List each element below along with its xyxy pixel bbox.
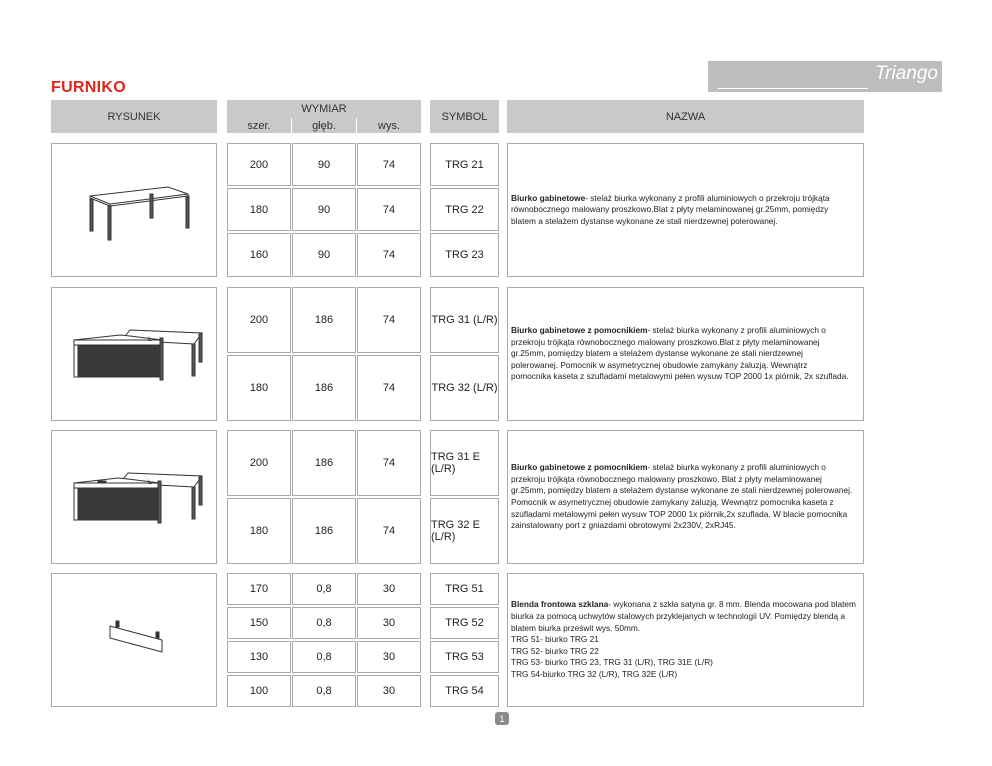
cell-symbol: TRG 52 (430, 607, 499, 639)
cell-width: 130 (227, 641, 291, 673)
cell-depth: 0,8 (292, 641, 356, 673)
description-line: - stelaż biurka wykonany z profili aluminiowych o przekroju trójkąta (585, 192, 830, 203)
drawing-glass-panel (51, 573, 217, 707)
series-banner (708, 61, 942, 92)
desk-with-cabinet-drawing-icon (52, 288, 216, 420)
desk-drawing-icon (52, 144, 216, 276)
cell-depth: 90 (292, 143, 356, 186)
cell-depth: 0,8 (292, 607, 356, 639)
cell-depth: 186 (292, 430, 356, 496)
description-line: równobocznego malowany proszkowo.Blat z płyty melaminowanej gr.25mm, pomiędzy (511, 204, 829, 215)
cell-height: 74 (357, 188, 421, 231)
cell-height: 74 (357, 430, 421, 496)
cell-height: 74 (357, 233, 421, 277)
cell-symbol: TRG 31 E (L/R) (430, 430, 499, 496)
description-title: Blenda frontowa szklana (511, 599, 609, 610)
description-line: TRG 53- biurko TRG 23, TRG 31 (L/R), TRG 31E (L/R) (511, 657, 713, 668)
cell-depth: 90 (292, 233, 356, 277)
cell-height: 30 (357, 641, 421, 673)
description-title: Biurko gabinetowe z pomocnikiem (511, 462, 648, 473)
cell-height: 74 (357, 287, 421, 353)
header-height-label: wys. (378, 119, 400, 132)
header-dimensions-label: WYMIAR (301, 103, 347, 115)
description-line: gr.25mm, pomiędzy blatem a stelażem dystanse wykonane ze stali nierdzewnej polerowanej. (511, 485, 853, 496)
description-trg21 (507, 143, 864, 277)
cell-width: 150 (227, 607, 291, 639)
description-trg51 (507, 573, 864, 707)
cell-width: 200 (227, 287, 291, 353)
cell-depth: 0,8 (292, 675, 356, 707)
description-trg31 (507, 287, 864, 421)
cell-depth: 186 (292, 498, 356, 564)
cell-width: 160 (227, 233, 291, 277)
series-name: Triango (874, 63, 938, 84)
description-line: TRG 54-biurko TRG 32 (L/R), TRG 32E (L/R) (511, 668, 678, 679)
description-line: blatem a stelażem dystanse wykonane ze stali nierdzewnej polerowanej. (511, 215, 778, 226)
drawing-side-label: L (148, 479, 152, 486)
description-line: TRG 52- biurko TRG 22 (511, 645, 599, 656)
cell-height: 74 (357, 355, 421, 421)
cell-width: 200 (227, 430, 291, 496)
header-drawing-label: RYSUNEK (107, 110, 161, 123)
cell-width: 100 (227, 675, 291, 707)
header-symbol-label: SYMBOL (441, 110, 488, 123)
description-line: szufladami metalowymi pełen wysuw TOP 2000 1x piórnik,2x szuflada. W blacie pomocnika (511, 508, 848, 519)
header-depth (292, 118, 356, 133)
description-line: TRG 51- biurko TRG 21 (511, 634, 599, 645)
cell-width: 180 (227, 188, 291, 231)
cell-depth: 90 (292, 188, 356, 231)
description-line: przekroju trójkąta równobocznego malowany proszkowo. Blat z płyty melaminowanej (511, 473, 822, 484)
description-line: blatem biurka prześwit wys. 50mm. (511, 622, 641, 633)
description-line: Pomocnik w asymetrycznej obudowie zamykany żaluzją. Wewnątrz pomocnika kaseta z (511, 497, 834, 507)
description-title: Biurko gabinetowe (511, 192, 586, 203)
series-underline (718, 88, 868, 89)
description-line: gr.25mm, pomiędzy blatem a stelażem dystanse wykonane ze stali nierdzewnej (511, 348, 803, 359)
description-line: pomocnika kaseta z szufladami metalowymi pełen wysuw TOP 2000 1x piórnik, 2x szuflada. (511, 371, 849, 382)
header-height (357, 118, 421, 133)
header-width-label: szer. (247, 119, 271, 132)
cell-height: 30 (357, 607, 421, 639)
cell-width: 170 (227, 573, 291, 605)
header-symbol (430, 100, 499, 133)
description-line: - wykonana z szkła satyna gr. 8 mm. Blenda mocowana pod blatem (608, 599, 856, 610)
description-line: polerowanej. Pomocnik w asymetrycznej obudowie zamykany żaluzją. Wewnątrz (511, 359, 808, 370)
cell-height: 30 (357, 675, 421, 707)
cell-width: 180 (227, 498, 291, 564)
header-depth-label: głęb. (312, 119, 336, 132)
brand-logo: FURNIKO (51, 79, 126, 96)
drawing-desk-trg31e (51, 430, 217, 564)
page-number: 1 (495, 712, 509, 725)
drawing-desk-trg31 (51, 287, 217, 421)
cell-symbol: TRG 22 (430, 188, 499, 231)
cell-depth: 186 (292, 287, 356, 353)
cell-symbol: TRG 31 (L/R) (430, 287, 499, 353)
description-trg31e (507, 430, 864, 564)
cell-symbol: TRG 51 (430, 573, 499, 605)
description-line: - stelaż biurka wykonany z profili aluminiowych o (647, 325, 826, 336)
cell-height: 74 (357, 498, 421, 564)
cell-symbol: TRG 23 (430, 233, 499, 277)
cell-height: 74 (357, 143, 421, 186)
header-width (227, 118, 291, 133)
cell-depth: 0,8 (292, 573, 356, 605)
cell-symbol: TRG 53 (430, 641, 499, 673)
header-dimensions (227, 100, 421, 118)
header-name-label: NAZWA (665, 110, 706, 123)
cell-depth: 186 (292, 355, 356, 421)
header-name (507, 100, 864, 133)
glass-panel-drawing-icon (52, 574, 216, 706)
cell-symbol: TRG 21 (430, 143, 499, 186)
cell-symbol: TRG 32 (L/R) (430, 355, 499, 421)
cell-symbol: TRG 54 (430, 675, 499, 707)
description-line: zainstalowany port z gniazdami obrotowymi 2x230V, 2xRJ45. (511, 520, 736, 531)
cell-height: 30 (357, 573, 421, 605)
cell-symbol: TRG 32 E (L/R) (430, 498, 499, 564)
description-title: Biurko gabinetowe z pomocnikiem (511, 325, 648, 336)
cell-width: 200 (227, 143, 291, 186)
drawing-side-label: L (148, 336, 152, 343)
header-drawing (51, 100, 217, 133)
description-line: przekroju trójkąta równobocznego malowany proszkowo.Blat z płyty melaminowanej (511, 336, 820, 347)
drawing-desk-trg21 (51, 143, 217, 277)
desk-with-port-drawing-icon (52, 431, 216, 563)
description-line: biurka za pomocą uchwytów stalowych przyklejanych w technologii UV. Pomiędzy blendą a (511, 611, 846, 622)
cell-width: 180 (227, 355, 291, 421)
description-line: - stelaż biurka wykonany z profili aluminiowych o (647, 462, 826, 473)
